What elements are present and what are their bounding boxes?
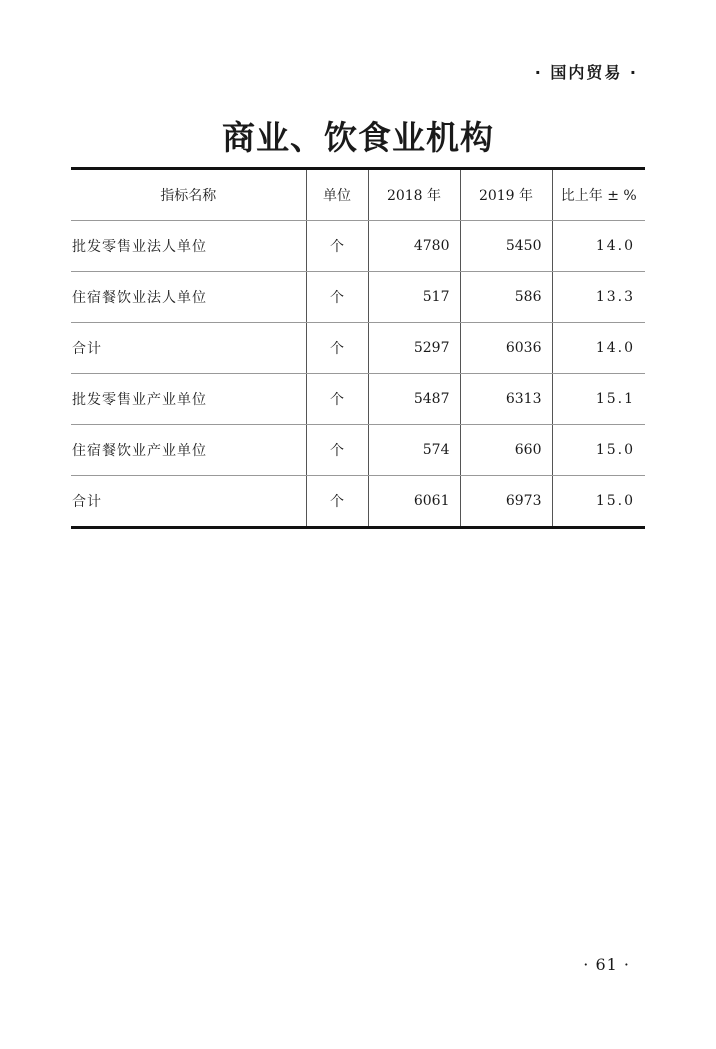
row-name: 住宿餐饮业法人单位 [71, 272, 306, 323]
page-number: · 61 · [583, 955, 630, 974]
row-name: 合计 [71, 323, 306, 374]
row-change: 13.3 [552, 272, 645, 323]
header-change-percent: 比上年 ± % [552, 169, 645, 221]
row-name: 批发零售业法人单位 [71, 221, 306, 272]
row-value-2019: 586 [460, 272, 552, 323]
table-row [71, 323, 645, 374]
header-indicator-name: 指标名称 [71, 169, 306, 221]
row-value-2018: 517 [368, 272, 460, 323]
table-row [71, 221, 645, 272]
row-name: 住宿餐饮业产业单位 [71, 425, 306, 476]
row-name: 批发零售业产业单位 [71, 374, 306, 425]
row-unit: 个 [306, 374, 368, 425]
table-row [71, 425, 645, 476]
row-change: 15.0 [552, 476, 645, 528]
table-row [71, 272, 645, 323]
row-value-2018: 6061 [368, 476, 460, 528]
row-unit: 个 [306, 221, 368, 272]
header-unit: 单位 [306, 169, 368, 221]
row-value-2018: 5487 [368, 374, 460, 425]
data-table [71, 167, 645, 529]
table-row [71, 476, 645, 528]
row-value-2018: 4780 [368, 221, 460, 272]
header-year-2019: 2019 年 [460, 169, 552, 221]
row-value-2019: 6036 [460, 323, 552, 374]
row-value-2018: 574 [368, 425, 460, 476]
row-value-2019: 6313 [460, 374, 552, 425]
row-value-2018: 5297 [368, 323, 460, 374]
row-value-2019: 6973 [460, 476, 552, 528]
row-name: 合计 [71, 476, 306, 528]
row-unit: 个 [306, 272, 368, 323]
row-value-2019: 660 [460, 425, 552, 476]
table-row [71, 374, 645, 425]
row-unit: 个 [306, 476, 368, 528]
row-value-2019: 5450 [460, 221, 552, 272]
row-change: 14.0 [552, 221, 645, 272]
section-header: · 国内贸易 · [534, 63, 638, 82]
row-change: 15.1 [552, 374, 645, 425]
header-year-2018: 2018 年 [368, 169, 460, 221]
table-header-row [71, 169, 645, 221]
row-change: 15.0 [552, 425, 645, 476]
row-change: 14.0 [552, 323, 645, 374]
row-unit: 个 [306, 323, 368, 374]
page-title: 商业、饮食业机构 [222, 118, 494, 157]
row-unit: 个 [306, 425, 368, 476]
